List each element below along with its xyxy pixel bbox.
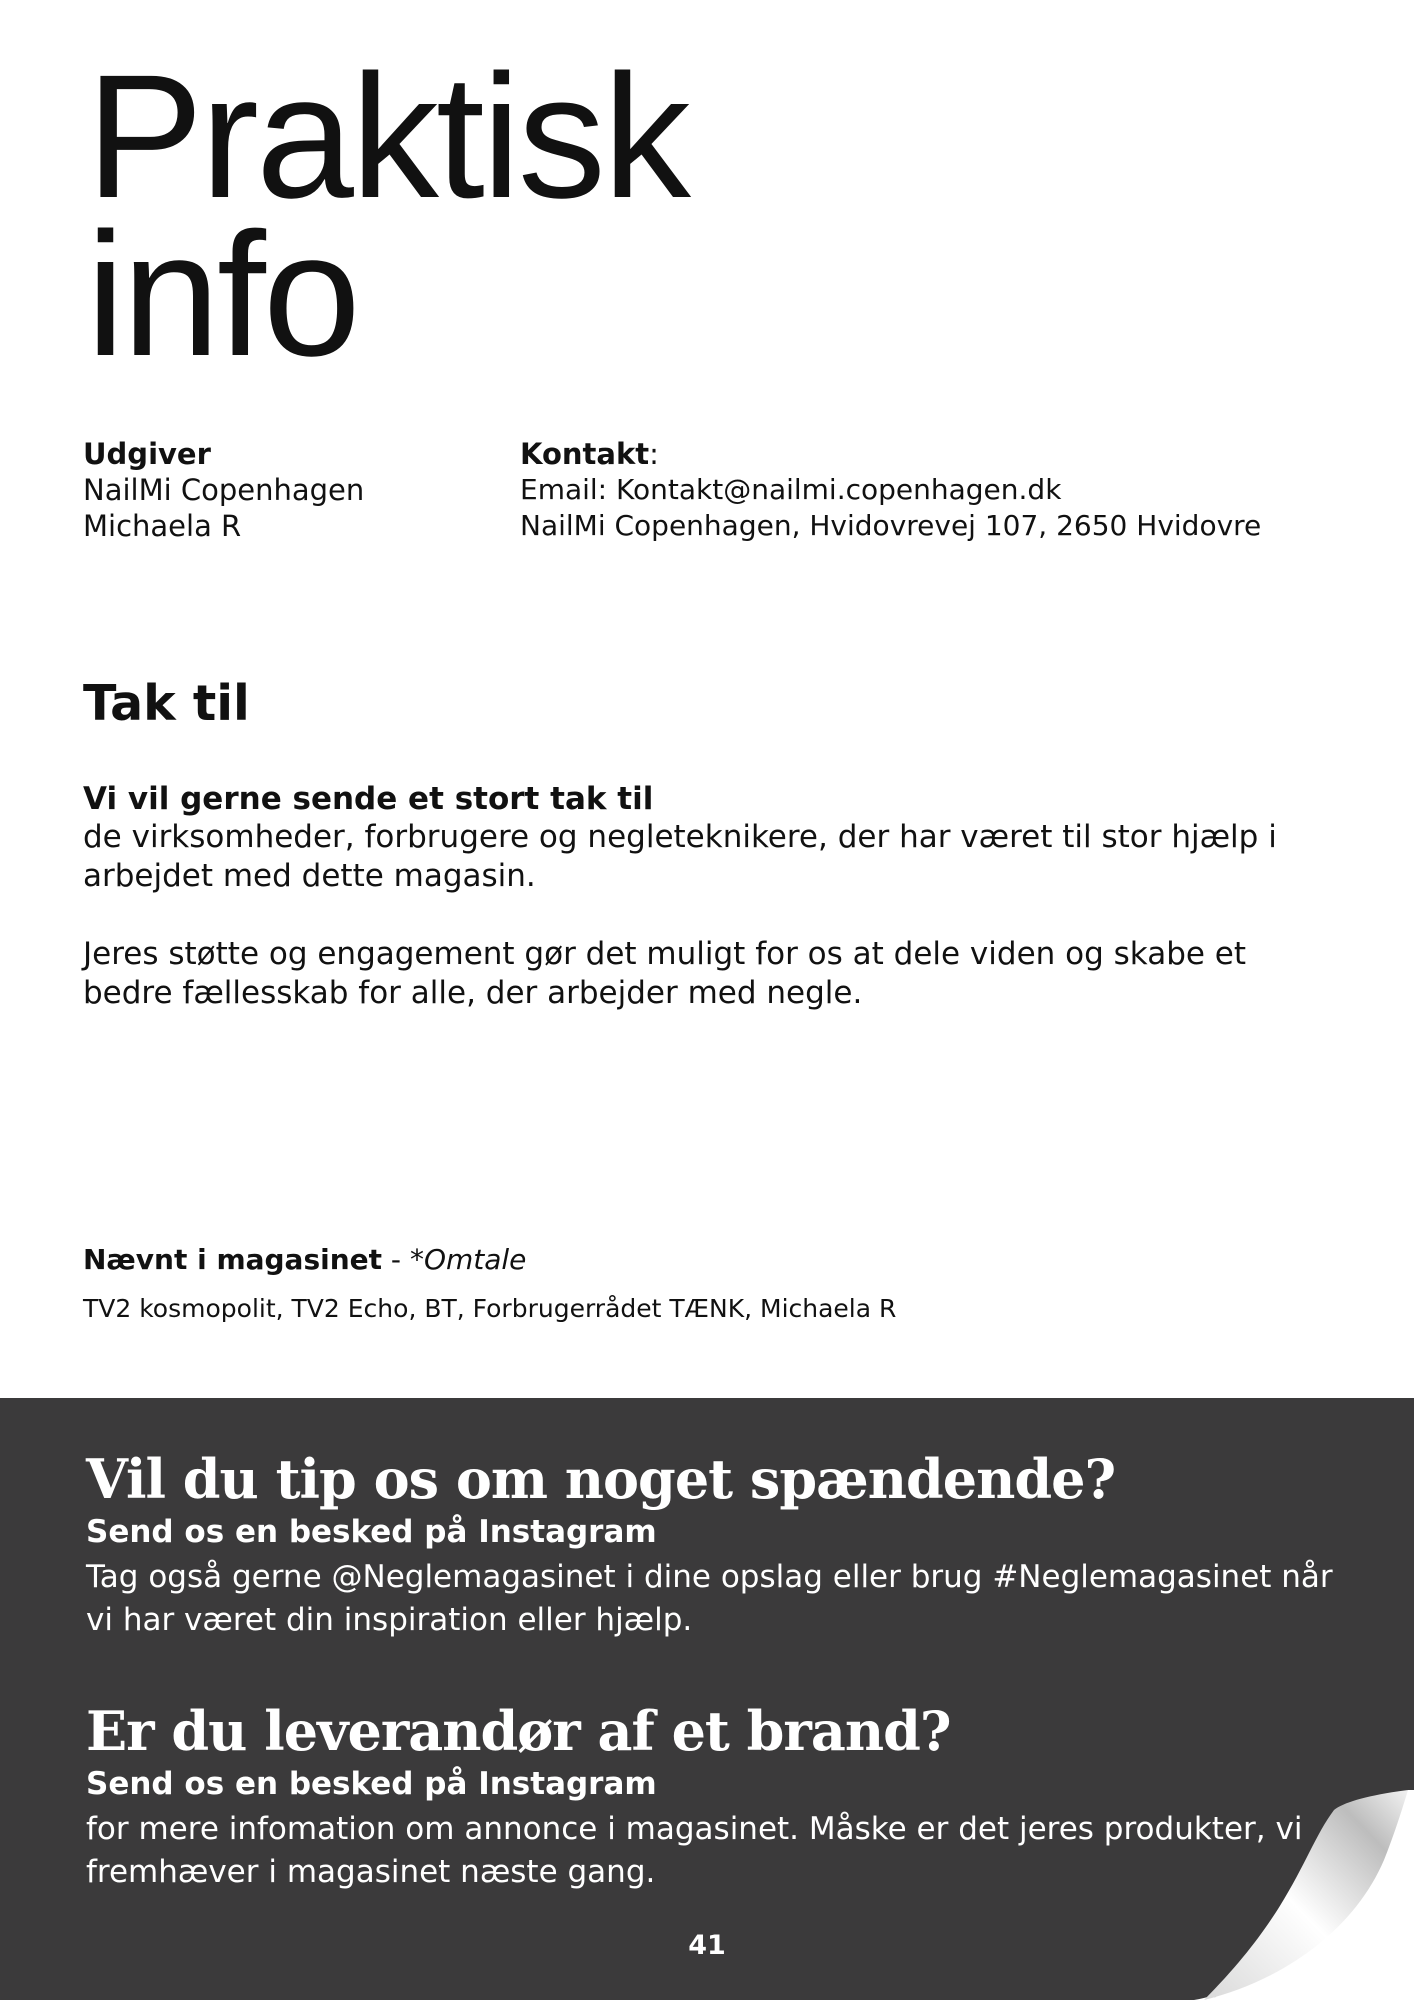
thanks-lead: Vi vil gerne sende et stort tak til [83,781,654,817]
publisher-person: Michaela R [83,509,242,543]
contact-colon: : [649,437,659,471]
page-title [86,39,688,393]
contact-email: Email: Kontakt@nailmi.copenhagen.dk [520,473,1062,506]
brand-text: for mere infomation om annonce i magasinet. Måske er det jeres produkter, vi fremhæver i magasinet næste gang. [86,1811,1303,1890]
thanks-body [83,818,1283,1052]
publisher-block [83,436,364,544]
mentioned-list: TV2 kosmopolit, TV2 Echo, BT, Forbrugerrådet TÆNK, Michaela R [83,1294,897,1323]
publisher-name: NailMi Copenhagen [83,473,365,507]
thanks-paragraph-2: Jeres støtte og engagement gør det muligt for os at dele viden og skabe et bedre fællesskab for alle, der arbejder med negle. [83,936,1247,1011]
publisher-label: Udgiver [83,437,211,471]
brand-subheading: Send os en besked på Instagram [86,1766,657,1802]
brand-heading: Er du leverandør af et brand? [86,1699,951,1763]
mentioned-separator: - [382,1243,410,1276]
page-title-line-2: info [86,197,358,393]
thanks-paragraph-1: de virksomheder, forbrugere og negleteknikere, der har været til stor hjælp i arbejdet med dette magasin. [83,819,1277,894]
tip-subheading: Send os en besked på Instagram [86,1514,657,1550]
page-number: 41 [688,1930,726,1961]
tip-heading: Vil du tip os om noget spændende? [86,1447,1116,1511]
page-curl-icon[interactable] [1194,1790,1414,2000]
mentioned-note: *Omtale [409,1243,527,1276]
tip-text: Tag også gerne @Neglemagasinet i dine opslag eller brug #Neglemagasinet når vi har været din inspiration eller hjælp. [86,1559,1333,1638]
contact-block [520,436,1261,544]
contact-address: NailMi Copenhagen, Hvidovrevej 107, 2650 Hvidovre [520,509,1262,542]
mentioned-heading [83,1242,526,1278]
contact-label: Kontakt [520,437,650,471]
page-title-line-1: Praktisk [86,39,688,235]
mentioned-label: Nævnt i magasinet [83,1243,383,1276]
thanks-heading: Tak til [83,675,250,732]
dark-info-panel [0,1398,1414,2000]
